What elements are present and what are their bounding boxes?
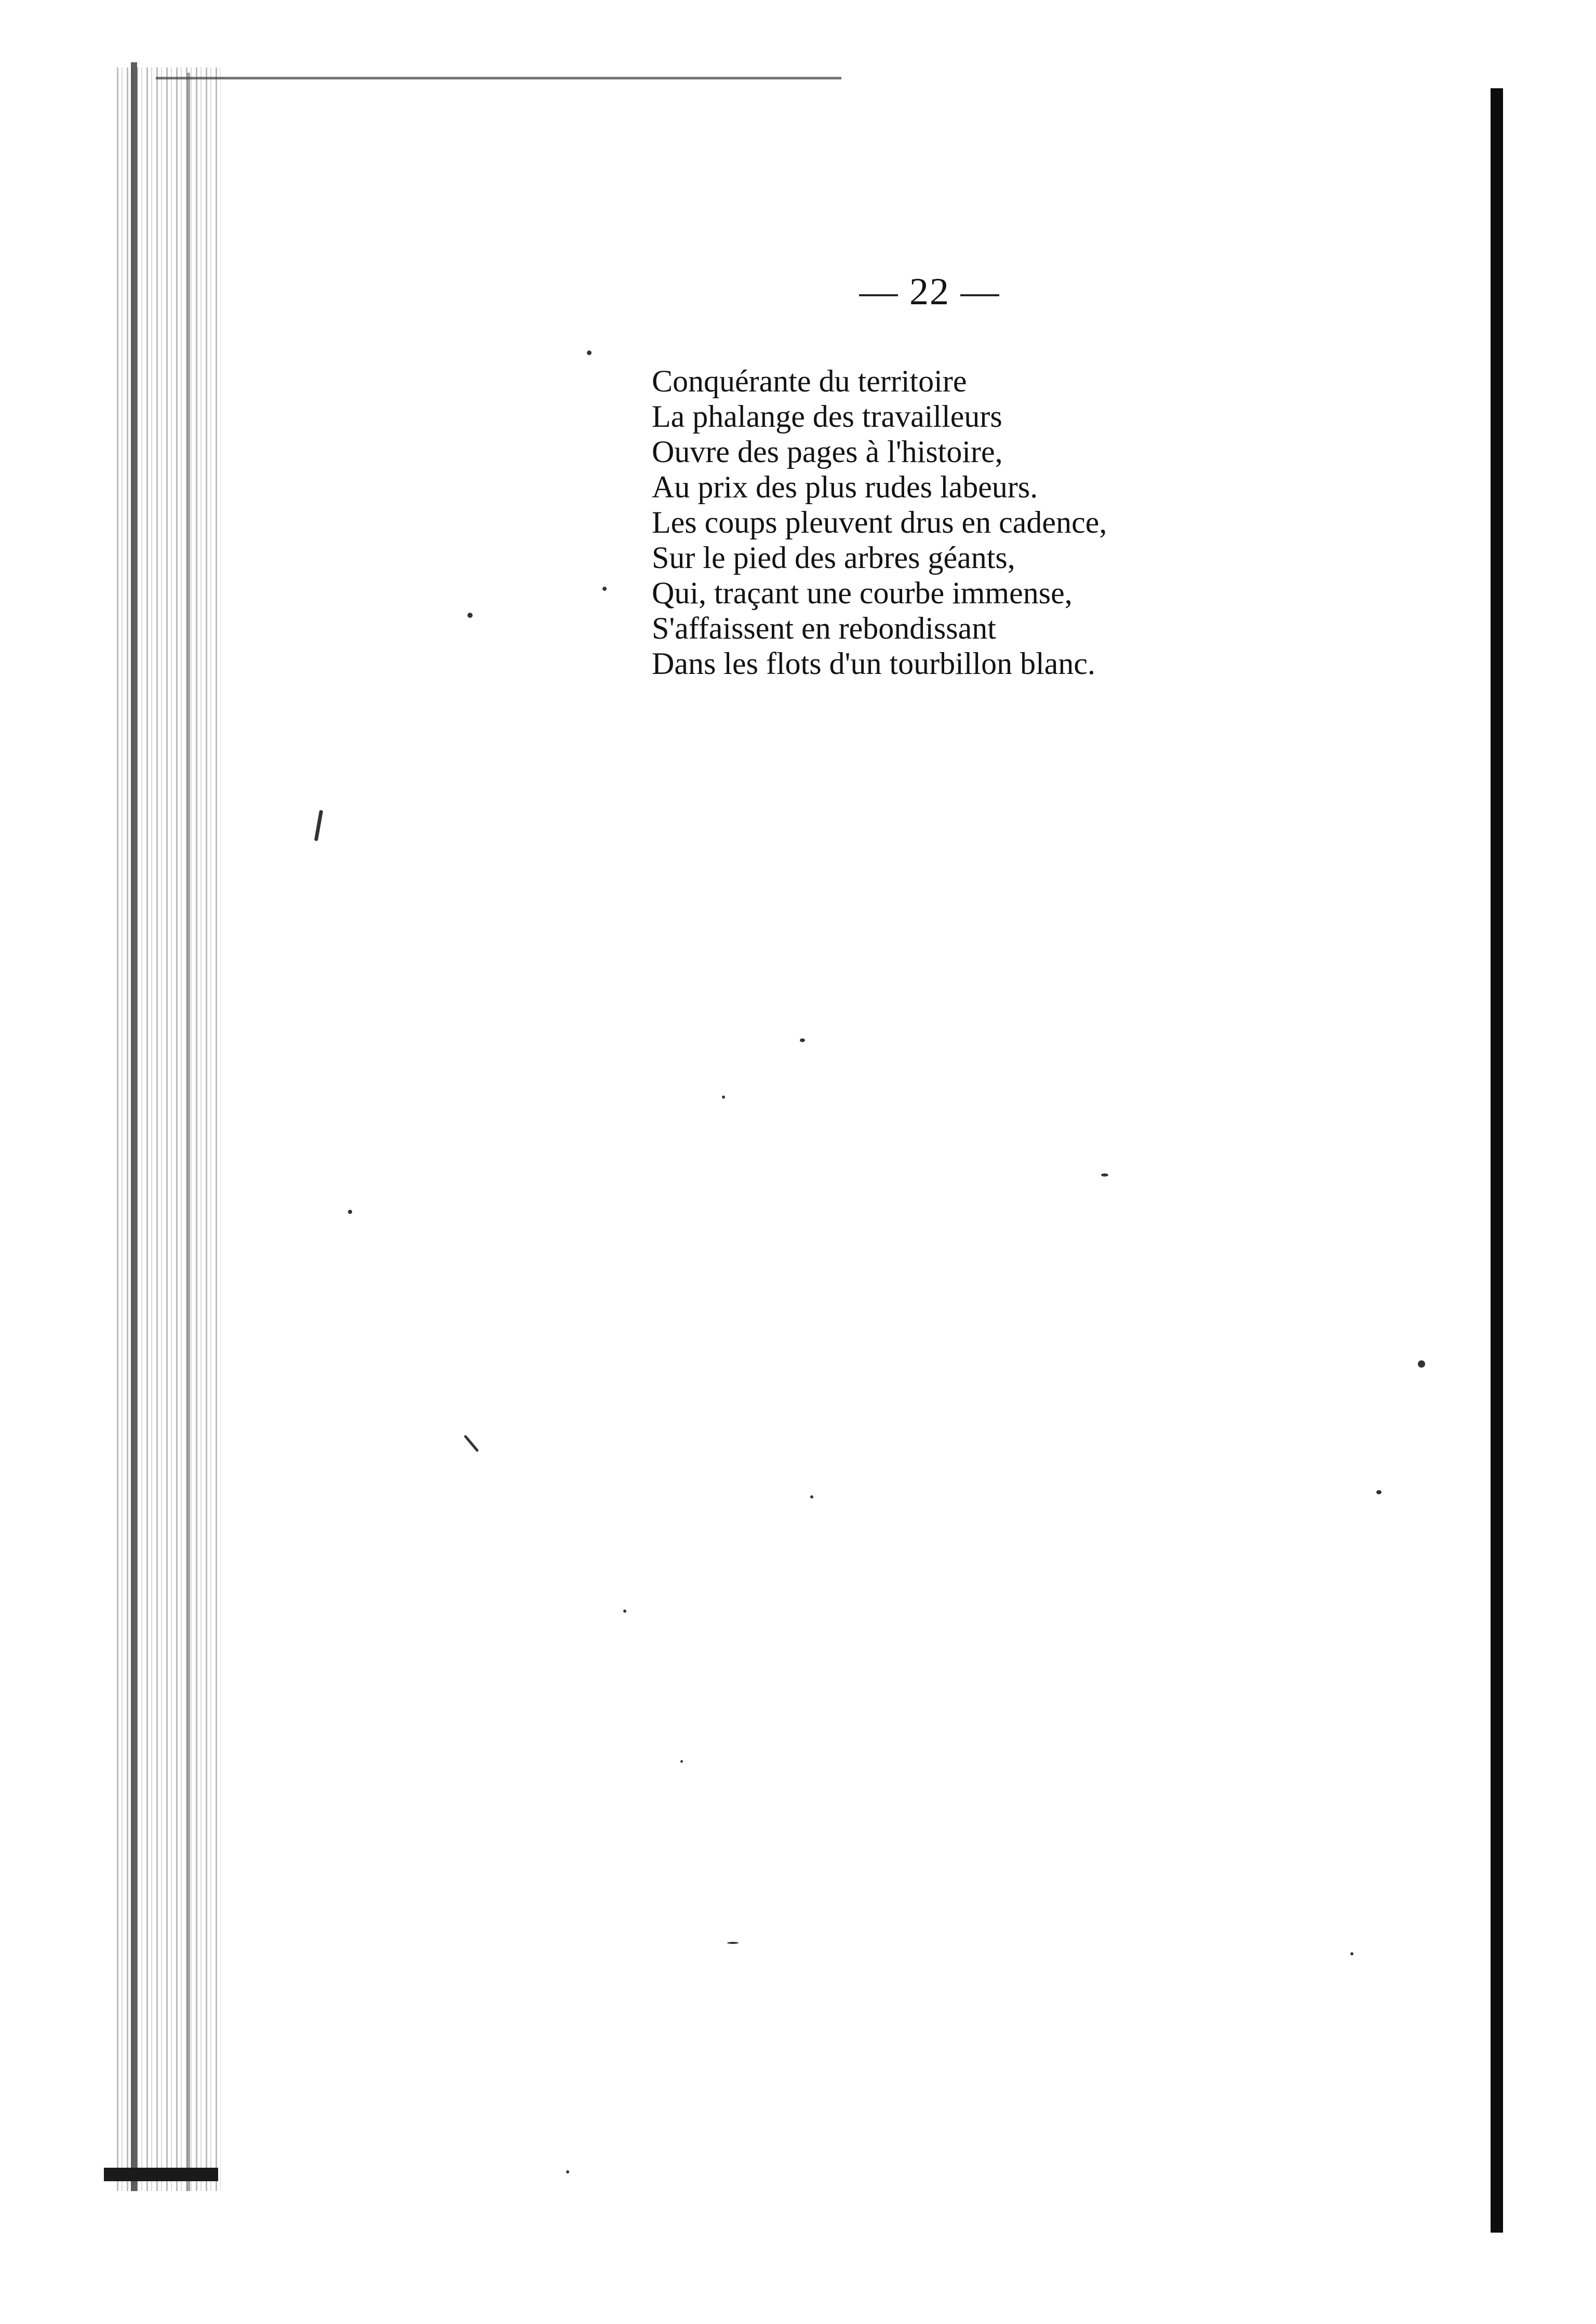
scan-speck <box>722 1096 725 1099</box>
poem-line: S'affaissent en rebondissant <box>652 611 996 645</box>
poem-line: Ouvre des pages à l'histoire, <box>652 435 1003 469</box>
poem-line: La phalange des travailleurs <box>652 399 1002 434</box>
scan-speck <box>727 1942 739 1944</box>
poem-line: Dans les flots d'un tourbillon blanc. <box>652 646 1096 681</box>
scan-speck <box>623 1610 626 1613</box>
poem-line: Les coups pleuvent drus en cadence, <box>652 505 1107 539</box>
bottom-page-edge <box>104 2168 218 2181</box>
scan-speck <box>587 350 592 355</box>
right-page-edge <box>1491 88 1503 2233</box>
scan-speck <box>1418 1360 1425 1368</box>
scan-speck <box>1376 1490 1382 1494</box>
scan-speck <box>467 613 473 618</box>
scan-speck <box>810 1495 813 1498</box>
poem-line: Qui, traçant une courbe immense, <box>652 576 1072 610</box>
poem-line: Au prix des plus rudes labeurs. <box>652 470 1038 504</box>
poem-stanza <box>652 363 1379 681</box>
scan-speck <box>1350 1952 1353 1955</box>
scan-speck <box>566 2170 569 2173</box>
poem-line: Conquérante du territoire <box>652 364 967 398</box>
page-number: — 22 — <box>859 271 1000 313</box>
scan-speck <box>464 1435 479 1452</box>
scan-speck <box>314 810 323 841</box>
scan-speck <box>602 587 607 591</box>
scan-speck <box>680 1760 683 1763</box>
scan-speck <box>348 1210 352 1214</box>
poem-line: Sur le pied des arbres géants, <box>652 541 1015 575</box>
binding-inner-line <box>187 73 190 2191</box>
binding-edge-line <box>131 62 137 2191</box>
top-page-edge <box>156 77 841 79</box>
scan-speck <box>1101 1173 1108 1177</box>
scan-speck <box>800 1038 805 1042</box>
